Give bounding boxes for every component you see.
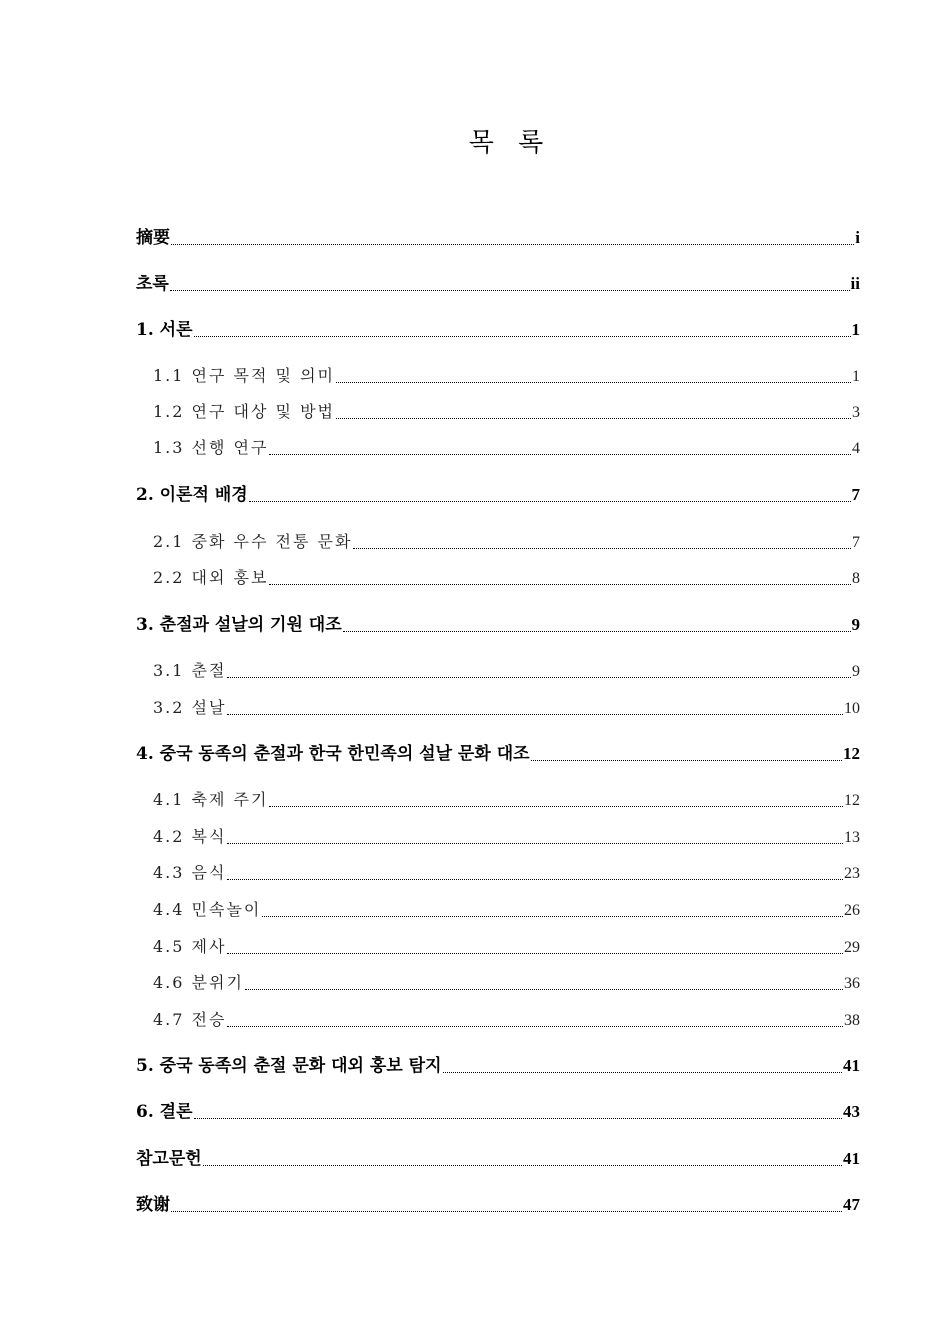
toc-entry-section-4-3[interactable]: [136, 859, 860, 883]
toc-entry-label: 2. 이론적 배경: [136, 485, 248, 505]
toc-entry-label: 3.2 설날: [153, 698, 227, 717]
leader-dots: [353, 547, 851, 549]
toc-page-number: 26: [844, 902, 860, 919]
leader-dots: [269, 583, 851, 585]
leader-dots: [170, 289, 850, 291]
leader-dots: [531, 759, 842, 761]
toc-page-number: i: [855, 228, 860, 247]
leader-dots: [249, 500, 851, 502]
toc-page-number: 1: [852, 368, 860, 385]
toc-page-number: 41: [843, 1149, 860, 1168]
toc-entry-label: 6. 결론: [136, 1102, 193, 1122]
leader-dots: [269, 453, 851, 455]
page-title: 목 록: [468, 128, 552, 158]
toc-entry-label: 4.7 전승: [153, 1010, 227, 1029]
toc-entry-label: 1.1 연구 목적 및 의미: [153, 366, 335, 385]
leader-dots: [269, 805, 843, 807]
toc-entry-section-2-2[interactable]: [136, 564, 860, 588]
toc-page-number: 12: [843, 744, 860, 763]
toc-page-number: 47: [843, 1195, 860, 1214]
toc-entry-section-4-7[interactable]: [136, 1006, 860, 1030]
toc-entry-label: 2.1 중화 우수 전통 문화: [153, 532, 353, 551]
toc-entry-chapter-4[interactable]: [136, 740, 860, 764]
toc-entry-section-2-1[interactable]: [136, 528, 860, 552]
toc-entry-label: 참고문헌: [136, 1149, 202, 1169]
toc-page-number: 10: [844, 700, 860, 717]
toc-page-number: 3: [852, 404, 860, 421]
toc-entry-chapter-2[interactable]: [136, 481, 860, 505]
toc-entry-label: 5. 중국 동족의 춘절 문화 대외 홍보 탐지: [136, 1056, 442, 1076]
toc-entry-chapter-6[interactable]: [136, 1098, 860, 1122]
leader-dots: [227, 878, 843, 880]
toc-page-number: 23: [844, 865, 860, 882]
toc-page-number: 38: [844, 1012, 860, 1029]
toc-entry-label: 1.3 선행 연구: [153, 438, 269, 457]
leader-dots: [171, 243, 854, 245]
toc-page-number: 36: [844, 975, 860, 992]
toc-entry-section-4-4[interactable]: [136, 896, 860, 920]
toc-page-number: 13: [844, 829, 860, 846]
toc-entry-label: 4.3 음식: [153, 863, 227, 882]
toc-entry-section-4-5[interactable]: [136, 933, 860, 957]
toc-entry-section-4-2[interactable]: [136, 823, 860, 847]
toc-page-number: 7: [852, 534, 860, 551]
leader-dots: [245, 988, 843, 990]
toc-entry-section-1-2[interactable]: [136, 398, 860, 422]
toc-page-number: 12: [844, 792, 860, 809]
toc-page-number: 8: [852, 570, 860, 587]
toc-entry-label: 2.2 대외 홍보: [153, 568, 269, 587]
toc-page-number: ii: [850, 274, 860, 293]
toc-entry-label: 4.6 분위기: [153, 973, 244, 992]
toc-entry-section-3-2[interactable]: [136, 694, 860, 718]
leader-dots: [443, 1071, 842, 1073]
leader-dots: [203, 1164, 842, 1166]
toc-entry-section-3-1[interactable]: [136, 657, 860, 681]
toc-entry-label: 4. 중국 동족의 춘절과 한국 한민족의 설날 문화 대조: [136, 744, 530, 764]
toc-entry-label: 초록: [136, 274, 169, 294]
leader-dots: [227, 676, 851, 678]
toc-entry-chapter-1[interactable]: [136, 316, 860, 340]
toc-entry-section-4-1[interactable]: [136, 786, 860, 810]
leader-dots: [336, 417, 851, 419]
toc-entry-label: 3.1 춘절: [153, 661, 227, 680]
leader-dots: [171, 1210, 842, 1212]
leader-dots: [227, 713, 843, 715]
leader-dots: [336, 381, 851, 383]
toc-page-number: 1: [851, 320, 860, 339]
toc-entry-section-1-1[interactable]: [136, 362, 860, 386]
toc-entry-references[interactable]: [136, 1145, 860, 1169]
toc-entry-chapter-5[interactable]: [136, 1052, 860, 1076]
toc-entry-label: 4.2 복식: [153, 827, 227, 846]
toc-page-number: 41: [843, 1056, 860, 1075]
toc-page-number: 9: [852, 663, 860, 680]
toc-entry-label: 4.4 민속놀이: [153, 900, 262, 919]
toc-page-number: 4: [852, 440, 860, 457]
toc-entry-label: 4.1 축제 주기: [153, 790, 269, 809]
leader-dots: [194, 335, 851, 337]
leader-dots: [227, 842, 843, 844]
toc-page-number: 9: [851, 615, 860, 634]
leader-dots: [227, 952, 843, 954]
toc-entry-abstract-kr[interactable]: [136, 270, 860, 294]
toc-entry-label: 4.5 제사: [153, 937, 227, 956]
toc-entry-label: 3. 춘절과 설날의 기원 대조: [136, 615, 342, 635]
leader-dots: [262, 915, 843, 917]
toc-entry-label: 1.2 연구 대상 및 방법: [153, 402, 335, 421]
toc-entry-label: 致谢: [136, 1195, 170, 1215]
leader-dots: [227, 1025, 843, 1027]
toc-entry-acknowledgements[interactable]: [136, 1191, 860, 1215]
toc-page-number: 7: [851, 485, 860, 504]
toc-entry-section-1-3[interactable]: [136, 434, 860, 458]
leader-dots: [194, 1117, 842, 1119]
toc-entry-chapter-3[interactable]: [136, 611, 860, 635]
toc-page-number: 29: [844, 939, 860, 956]
toc-entry-section-4-6[interactable]: [136, 969, 860, 993]
toc-entry-label: 1. 서론: [136, 320, 193, 340]
toc-entry-label: 摘要: [136, 228, 170, 248]
toc-page-number: 43: [843, 1102, 860, 1121]
toc-entry-abstract-cn[interactable]: [136, 224, 860, 248]
leader-dots: [343, 630, 851, 632]
